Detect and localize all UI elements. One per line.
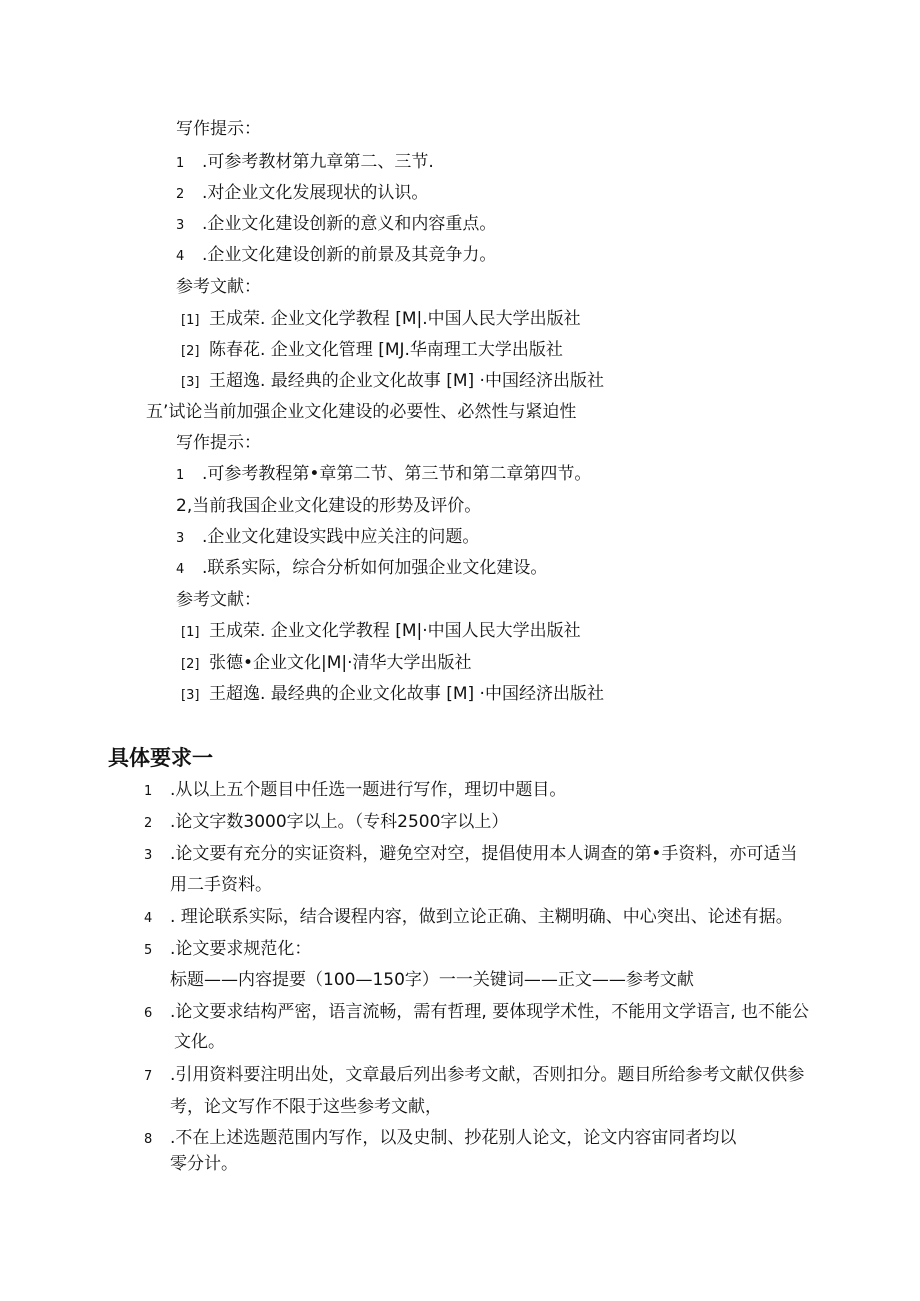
item-text: .从以上五个题目中任选一题进行写作，理切中题目。 — [170, 780, 567, 800]
item-text-continuation: 考，论文写作不限于这些参考文献， — [170, 1097, 442, 1117]
reference-item — [181, 683, 604, 707]
list-item — [176, 244, 496, 268]
requirement-item — [144, 1001, 809, 1025]
list-item — [176, 526, 479, 550]
item-number: 5 — [144, 943, 153, 958]
list-item — [176, 182, 428, 206]
item-number: 1 — [144, 784, 153, 799]
section-title: 五’试论当前加强企业文化建设的必要性、必然性与紧迫性 — [146, 402, 577, 422]
reference-number: [1] — [181, 313, 200, 328]
item-number: 4 — [176, 249, 185, 264]
item-number: 7 — [144, 1069, 153, 1084]
reference-number: [3] — [181, 375, 200, 390]
reference-text: 陈春花. 企业文化管理 [MJ.华南理工大学出版社 — [209, 340, 563, 360]
reference-item — [181, 370, 604, 394]
reference-item — [181, 339, 563, 363]
list-item — [176, 495, 481, 517]
item-number: 4 — [144, 911, 153, 926]
requirement-item — [144, 1064, 804, 1088]
item-number: 3 — [176, 218, 185, 233]
reference-text: 王成荣. 企业文化学教程 [M|·中国人民大学出版社 — [209, 621, 581, 641]
item-number: 3 — [176, 531, 185, 546]
item-number: 6 — [144, 1006, 153, 1021]
reference-number: [1] — [181, 625, 200, 640]
reference-number: [2] — [181, 344, 200, 359]
writing-tips-label: 写作提示： — [176, 119, 261, 139]
requirement-item — [144, 779, 566, 803]
item-text: 2,当前我国企业文化建设的形势及评价。 — [176, 496, 482, 516]
item-text-continuation: 用二手资料。 — [170, 875, 272, 895]
references-label: 参考文献： — [176, 590, 261, 610]
reference-text: 王成荣. 企业文化学教程 [M|.中国人民大学出版社 — [209, 309, 581, 329]
item-number: 2 — [176, 187, 185, 202]
item-text-continuation: 文化。 — [174, 1032, 225, 1052]
reference-item — [181, 308, 581, 332]
item-text: .论文字数3000字以上。（专科2500字以上） — [170, 812, 509, 832]
reference-text: 王超逸. 最经典的企业文化故事 [M] ·中国经济出版社 — [209, 684, 604, 704]
item-number: 1 — [176, 156, 185, 171]
item-text: .论文要有充分的实证资料，避免空对空，提倡使用本人调查的第•手资料，亦可适当 — [170, 844, 798, 864]
reference-text: 王超逸. 最经典的企业文化故事 [M] ·中国经济出版社 — [209, 371, 604, 391]
item-text: .企业文化建设创新的意义和内容重点。 — [202, 214, 497, 234]
requirement-item — [144, 1127, 736, 1151]
list-item — [176, 213, 496, 237]
reference-item — [181, 620, 581, 644]
item-text: .企业文化建设创新的前景及其竞争力。 — [202, 245, 497, 265]
item-number: 2 — [144, 816, 153, 831]
item-number: 3 — [144, 848, 153, 863]
item-text: .论文要求规范化： — [170, 939, 312, 959]
requirement-item — [144, 938, 311, 962]
item-text: .企业文化建设实践中应关注的问题。 — [202, 527, 480, 547]
requirement-item — [144, 906, 793, 930]
reference-text: 张德•企业文化|M|·清华大学出版社 — [209, 653, 472, 673]
list-item — [176, 463, 591, 487]
writing-tips-label: 写作提示： — [176, 433, 261, 453]
item-text-continuation: 零分计。 — [170, 1154, 238, 1174]
item-number: 1 — [176, 468, 185, 483]
item-text: .不在上述选题范围内写作，以及史制、抄花别人论文，论文内容宙同者均以 — [170, 1128, 737, 1148]
requirement-item — [144, 843, 797, 867]
reference-number: [2] — [181, 657, 200, 672]
list-item — [176, 151, 434, 175]
references-label: 参考文献： — [176, 277, 261, 297]
requirement-item — [144, 811, 508, 835]
item-text: .对企业文化发展现状的认识。 — [202, 183, 429, 203]
requirements-heading: 具体要求一 — [108, 746, 213, 770]
list-item — [176, 557, 547, 581]
item-text: .可参考教材第九章第二、三节. — [202, 152, 434, 172]
item-text: .论文要求结构严密，语言流畅，需有哲理, 要体现学术性，不能用文学语言, 也不能公 — [170, 1002, 810, 1022]
reference-item — [181, 652, 472, 676]
item-text: .引用资料要注明出处，文章最后列出参考文献，否则扣分。题目所给参考文献仅供参 — [170, 1065, 805, 1085]
item-text: .可参考教程第•章第二节、第三节和第二章第四节。 — [202, 464, 592, 484]
item-text: .联系实际，综合分析如何加强企业文化建设。 — [202, 558, 548, 578]
item-number: 8 — [144, 1132, 153, 1147]
item-text: . 理论联系实际，结合谡程内容，做到立论正确、主糊明确、中心突出、论述有据。 — [170, 907, 793, 927]
item-text-continuation: 标题——内容提要（100—150字）一一关键词——正文——参考文献 — [170, 970, 694, 990]
item-number: 4 — [176, 562, 185, 577]
reference-number: [3] — [181, 688, 200, 703]
